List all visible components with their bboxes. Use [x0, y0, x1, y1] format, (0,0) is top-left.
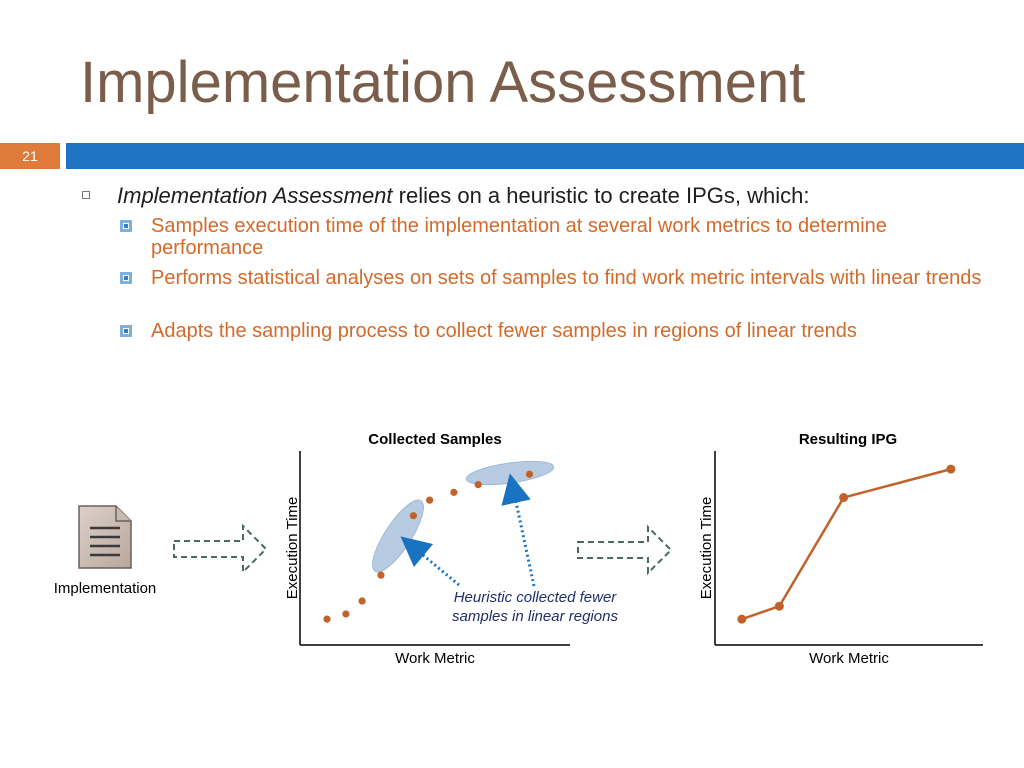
sample-point	[475, 481, 482, 488]
right-x-label: Work Metric	[809, 650, 889, 667]
right-chart-title: Resulting IPG	[798, 431, 898, 448]
left-y-label: Execution Time	[284, 496, 301, 600]
sample-point	[426, 497, 433, 504]
bullet-italic-lead: Implementation Assessment	[117, 183, 393, 208]
sample-point	[323, 616, 330, 623]
slide-number: 21	[0, 143, 60, 169]
document-icon	[79, 506, 131, 568]
ipg-point	[775, 602, 784, 611]
sub-bullet-text: Performs statistical analyses on sets of samples to find work metric intervals with linear trends	[151, 267, 982, 289]
ipg-line-series	[737, 465, 955, 624]
dotted-arrow-icon	[513, 488, 534, 586]
ipg-point	[839, 493, 848, 502]
sample-point	[450, 489, 457, 496]
linear-region-ellipse	[364, 494, 432, 579]
sample-point	[526, 471, 533, 478]
ipg-point	[946, 465, 955, 474]
dotted-arrow-icon	[412, 546, 459, 585]
left-chart-title: Collected Samples	[368, 431, 502, 448]
sub-bullet-text: Samples execution time of the implementation at several work metrics to determine performance	[151, 215, 887, 259]
sub-bullet-text: Adapts the sampling process to collect fewer samples in regions of linear trends	[151, 320, 857, 342]
sample-point	[359, 597, 366, 604]
annotation-line-1: Heuristic collected fewer	[453, 589, 617, 606]
block-arrow-right-icon	[578, 527, 671, 573]
sample-point	[342, 610, 349, 617]
block-arrow-right-icon	[174, 526, 266, 572]
right-y-label: Execution Time	[698, 496, 715, 600]
annotation-line-2: samples in linear regions	[452, 608, 618, 625]
sample-point	[377, 572, 384, 579]
sample-point	[410, 512, 417, 519]
ipg-line	[742, 469, 951, 619]
bullet-text: relies on a heuristic to create IPGs, which:	[392, 183, 810, 208]
ipg-point	[737, 615, 746, 624]
slide-title: Implementation Assessment	[80, 50, 806, 115]
left-x-label: Work Metric	[395, 650, 475, 667]
implementation-label: Implementation	[53, 580, 157, 597]
